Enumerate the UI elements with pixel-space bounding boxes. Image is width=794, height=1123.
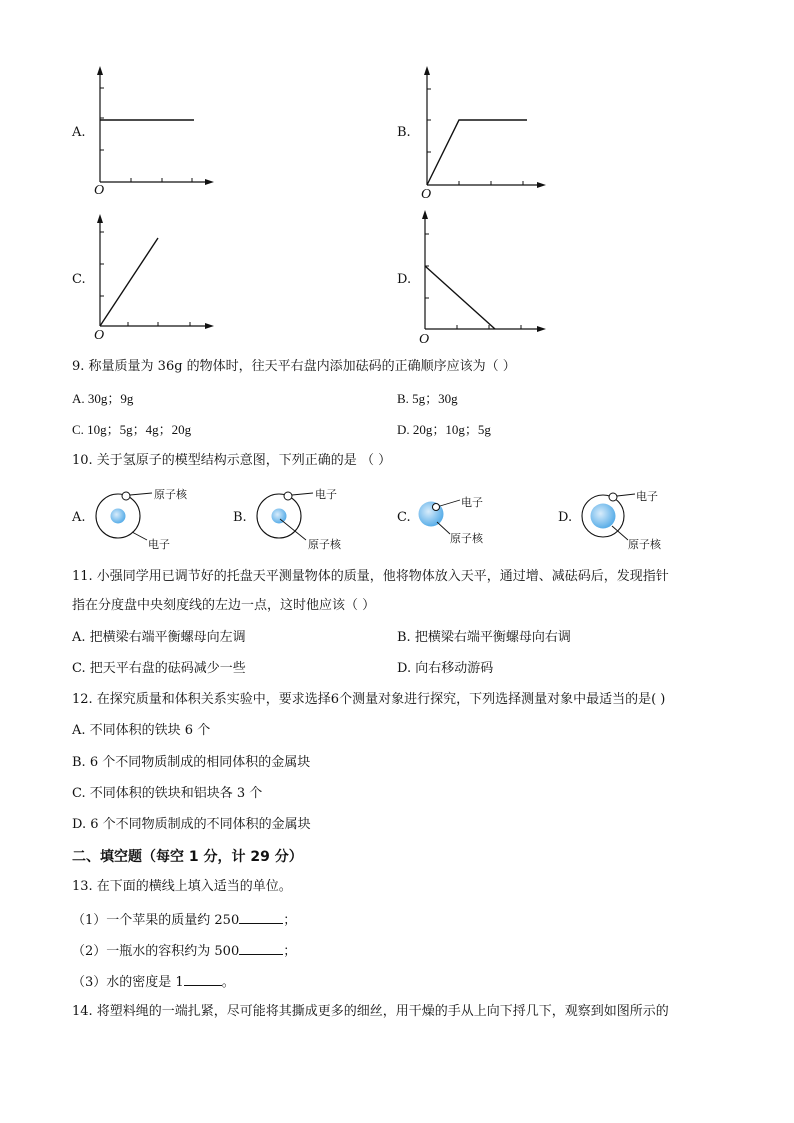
q11-option-d: D. 向右移动游码 bbox=[397, 661, 494, 676]
q9-option-a: A. 30g；9g bbox=[72, 391, 134, 406]
q13-item-1 bbox=[72, 910, 296, 930]
q10-option-a-bottom-label: 电子 bbox=[148, 538, 170, 551]
q11-stem-line1: 11. 小强同学用已调节好的托盘天平测量物体的质量，他将物体放入天平，通过增、减砝码后，发现指针 bbox=[72, 569, 669, 584]
q10-option-d-label: D. bbox=[558, 510, 573, 525]
q13-item-1-prefix: （1）一个苹果的质量约 250 bbox=[72, 913, 240, 928]
q13-blank-1[interactable] bbox=[239, 910, 283, 924]
q11-option-c: C. 把天平右盘的砝码减少一些 bbox=[72, 661, 246, 676]
graph-d-label: D. bbox=[397, 272, 412, 287]
q13-item-3-suffix: 。 bbox=[221, 975, 235, 990]
q13-item-2-prefix: （2）一瓶水的容积约为 500 bbox=[72, 944, 240, 959]
atom-c-diagram bbox=[419, 500, 461, 534]
graph-b-origin: O bbox=[421, 187, 432, 202]
section-heading: 二、填空题（每空 1 分，计 29 分） bbox=[72, 849, 303, 865]
q10-option-c-label: C. bbox=[397, 510, 411, 525]
q10-option-b-label: B. bbox=[233, 510, 247, 525]
q9-option-c: C. 10g；5g；4g；20g bbox=[72, 422, 192, 437]
atom-d-diagram bbox=[582, 493, 635, 540]
q10-option-c-top-label: 电子 bbox=[461, 496, 483, 509]
q13-blank-2[interactable] bbox=[239, 941, 283, 955]
q13-item-3 bbox=[72, 972, 235, 992]
q13-stem: 13. 在下面的横线上填入适当的单位。 bbox=[72, 879, 292, 894]
graph-a-origin: O bbox=[94, 183, 105, 198]
q11-option-a: A. 把横梁右端平衡螺母向左调 bbox=[72, 630, 246, 645]
q11-option-b: B. 把横梁右端平衡螺母向右调 bbox=[397, 630, 571, 645]
q12-option-d: D. 6 个不同物质制成的不同体积的金属块 bbox=[72, 817, 311, 832]
q10-option-b-top-label: 电子 bbox=[315, 488, 337, 501]
graph-c-label: C. bbox=[72, 272, 86, 287]
graph-b-label: B. bbox=[397, 125, 411, 140]
q10-option-d-bottom-label: 原子核 bbox=[628, 538, 661, 551]
q10-stem: 10. 关于氢原子的模型结构示意图，下列正确的是 （ ） bbox=[72, 453, 392, 468]
q12-stem: 12. 在探究质量和体积关系实验中，要求选择6个测量对象进行探究，下列选择测量对象中最适当的是( ) bbox=[72, 692, 666, 707]
q10-option-a-label: A. bbox=[72, 510, 86, 525]
q9-option-b: B. 5g；30g bbox=[397, 391, 458, 406]
atom-b-diagram bbox=[257, 492, 313, 540]
q13-blank-3[interactable] bbox=[184, 972, 222, 986]
atom-a-diagram bbox=[96, 492, 152, 540]
q10-option-a-top-label: 原子核 bbox=[154, 488, 187, 501]
q13-item-2-suffix: ； bbox=[283, 944, 297, 959]
q9-option-d: D. 20g；10g；5g bbox=[397, 422, 491, 437]
graph-a-label: A. bbox=[72, 125, 86, 140]
graph-c-origin: O bbox=[94, 328, 105, 343]
q14-stem: 14. 将塑料绳的一端扎紧，尽可能将其撕成更多的细丝，用干燥的手从上向下捋几下，观察到如图所示的 bbox=[72, 1004, 669, 1019]
q10-option-d-top-label: 电子 bbox=[636, 490, 658, 503]
q10-option-b-bottom-label: 原子核 bbox=[308, 538, 341, 551]
q9-stem: 9. 称量质量为 36g 的物体时，往天平右盘内添加砝码的正确顺序应该为（ ） bbox=[72, 359, 516, 374]
q12-option-c: C. 不同体积的铁块和铝块各 3 个 bbox=[72, 786, 263, 801]
q13-item-1-suffix: ； bbox=[283, 913, 297, 928]
q13-item-3-prefix: （3）水的密度是 1 bbox=[72, 975, 184, 990]
q12-option-a: A. 不同体积的铁块 6 个 bbox=[72, 723, 211, 738]
q11-stem-line2: 指在分度盘中央刻度线的左边一点，这时他应该（ ） bbox=[72, 598, 376, 613]
q13-item-2 bbox=[72, 941, 296, 961]
q12-option-b: B. 6 个不同物质制成的相同体积的金属块 bbox=[72, 755, 311, 770]
q10-option-c-bottom-label: 原子核 bbox=[450, 532, 483, 545]
graph-d-origin: O bbox=[419, 332, 430, 347]
